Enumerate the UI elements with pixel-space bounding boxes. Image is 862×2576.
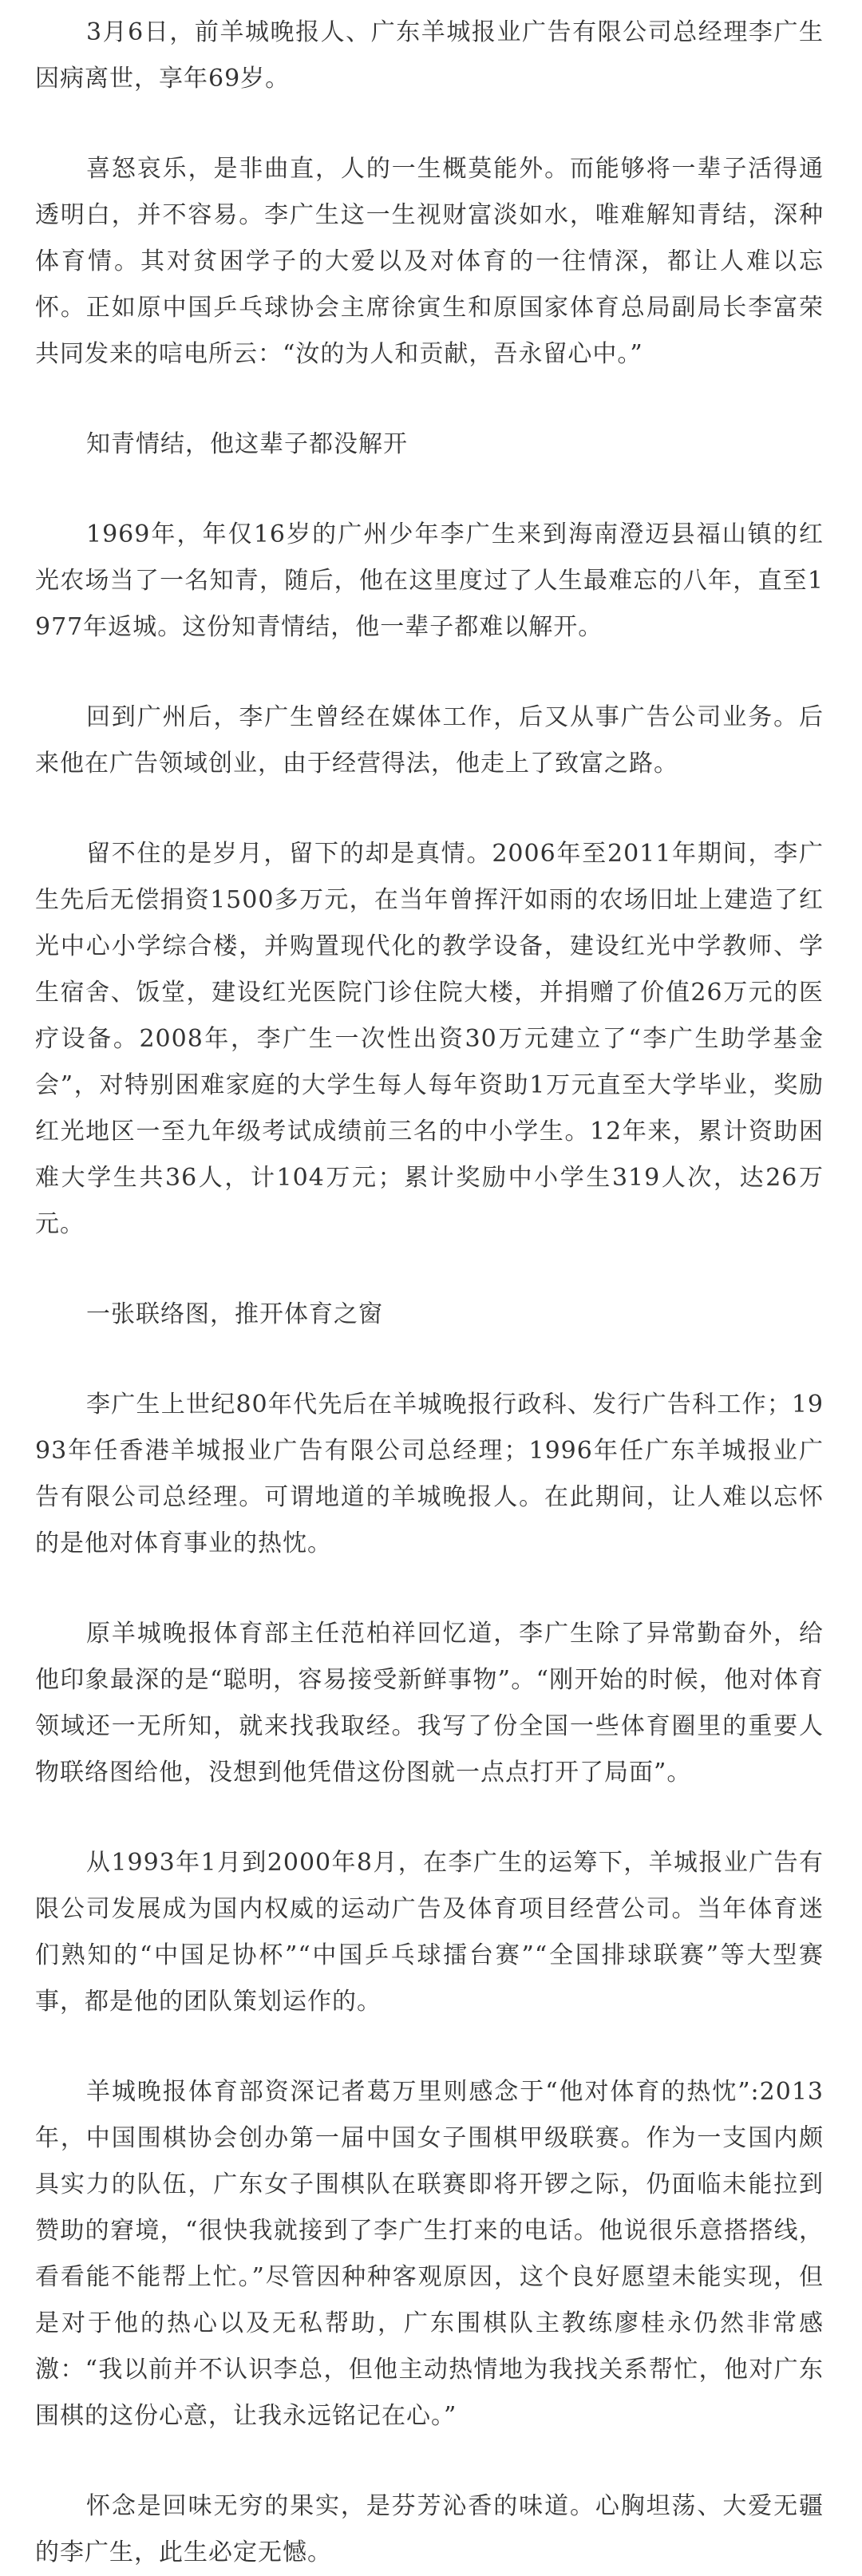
paragraph-ge-wanli: 羊城晚报体育部资深记者葛万里则感念于“他对体育的热忱”:2013年，中国围棋协会创办第一届中国女子围棋甲级联赛。作为一支国内颇具实力的队伍，广东女子围棋队在联赛即将开锣之际，仍面临未能拉到赞助的窘境，“很快我就接到了李广生打来的电话。他说很乐意搭搭线，看看能不能帮上忙。”尽管因种种客观原因，这个良好愿望未能实现，但是对于他的热心以及无私帮助，广东围棋队主教练廖桂永仍然非常感激：“我以前并不认识李总，但他主动热情地为我找关系帮忙，他对广东围棋的这份心意，让我永远铭记在心。” xyxy=(35,2078,824,2430)
paragraph-introduction: 喜怒哀乐，是非曲直，人的一生概莫能外。而能够将一辈子活得通透明白，并不容易。李广生这一生视财富淡如水，唯难解知青结，深种体育情。其对贫困学子的大爱以及对体育的一往情深，都让人难以忘怀。正如原中国乒乓球协会主席徐寅生和原国家体育总局副局长李富荣共同发来的唁电所云：“汝的为人和贡献，吾永留心中。” xyxy=(35,155,824,368)
paragraph-closing: 怀念是回味无穷的果实，是芬芳沁香的味道。心胸坦荡、大爱无疆的李广生，此生必定无憾。 xyxy=(35,2492,824,2566)
paragraph-fan-baixiang: 原羊城晚报体育部主任范柏祥回忆道，李广生除了异常勤奋外，给他印象最深的是“聪明，容易接受新鲜事物”。“刚开始的时候，他对体育领域还一无所知，就来找我取经。我写了份全国一些体育圈里的重要人物联络图给他，没想到他凭借这份图就一点点打开了局面”。 xyxy=(35,1620,824,1787)
paragraph-career: 李广生上世纪80年代先后在羊城晚报行政科、发行广告科工作；1993年任香港羊城报业广告有限公司总经理；1996年任广东羊城报业广告有限公司总经理。可谓地道的羊城晚报人。在此期间，让人难以忘怀的是他对体育事业的热忱。 xyxy=(35,1391,824,1557)
paragraph-death-notice: 3月6日，前羊城晚报人、广东羊城报业广告有限公司总经理李广生因病离世，享年69岁。 xyxy=(35,18,824,93)
section-heading-zhiqing: 知青情结，他这辈子都没解开 xyxy=(86,430,408,458)
paragraph-return-guangzhou: 回到广州后，李广生曾经在媒体工作，后又从事广告公司业务。后来他在广告领域创业，由于经营得法，他走上了致富之路。 xyxy=(35,703,824,778)
section-heading-contact-map: 一张联络图，推开体育之窗 xyxy=(86,1300,383,1328)
paragraph-zhiqing-1969: 1969年，年仅16岁的广州少年李广生来到海南澄迈县福山镇的红光农场当了一名知青，随后，他在这里度过了人生最难忘的八年，直至1977年返城。这份知青情结，他一辈子都难以解开。 xyxy=(35,520,824,641)
paragraph-donations: 留不住的是岁月，留下的却是真情。2006年至2011年期间，李广生先后无偿捐资1500多万元，在当年曾挥汗如雨的农场旧址上建造了红光中心小学综合楼，并购置现代化的教学设备，建设红光中学教师、学生宿舍、饭堂，建设红光医院门诊住院大楼，并捐赠了价值26万元的医疗设备。2008年，李广生一次性出资30万元建立了“李广生助学基金会”，对特别困难家庭的大学生每人每年资助1万元直至大学毕业，奖励红光地区一至九年级考试成绩前三名的中小学生。12年来，累计资助困难大学生共36人，计104万元；累计奖励中小学生319人次，达26万元。 xyxy=(35,840,824,1238)
paragraph-sports-events: 从1993年1月到2000年8月，在李广生的运筹下，羊城报业广告有限公司发展成为国内权威的运动广告及体育项目经营公司。当年体育迷们熟知的“中国足协杯”“中国乒乓球擂台赛”“全国排球联赛”等大型赛事，都是他的团队策划运作的。 xyxy=(35,1849,824,2016)
